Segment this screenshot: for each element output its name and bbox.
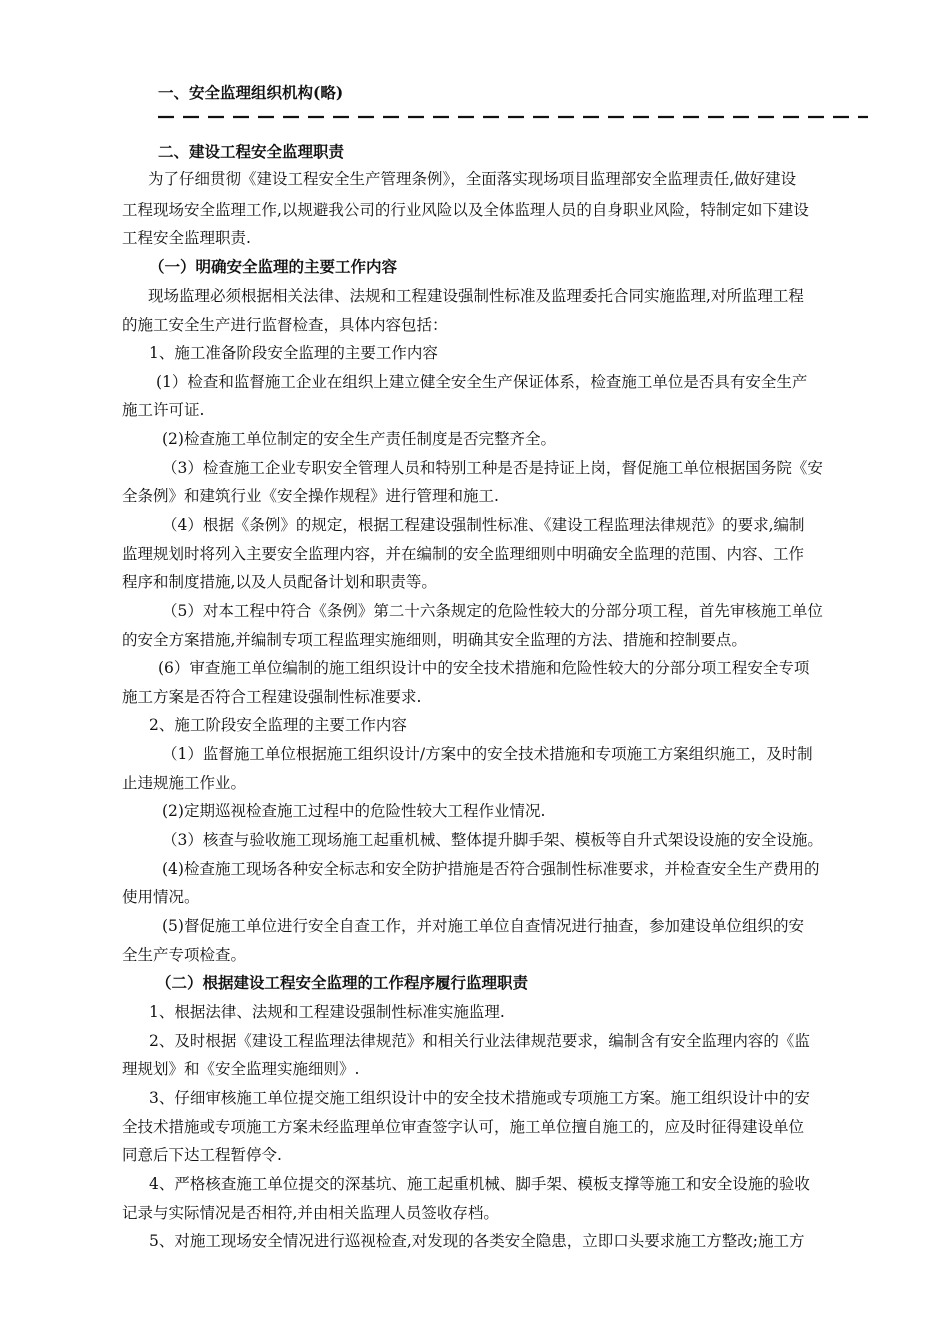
paragraph-line: 工程安全监理职责.	[122, 229, 251, 247]
section-heading-2: 二、建设工程安全监理职责	[158, 142, 345, 161]
paragraph-line: 同意后下达工程暂停令.	[122, 1146, 282, 1164]
section-heading-1: 一、安全监理组织机构(略)	[158, 83, 344, 102]
paragraph-line: 3、仔细审核施工单位提交施工组织设计中的安全技术措施或专项施工方案。施工组织设计中的安	[149, 1089, 810, 1107]
paragraph-line: 施工许可证.	[122, 401, 205, 419]
paragraph-line: （5）对本工程中符合《条例》第二十六条规定的危险性较大的分部分项工程，首先审核施工单位	[162, 602, 823, 620]
subsection-heading: （二）根据建设工程安全监理的工作程序履行监理职责	[156, 973, 529, 992]
paragraph-line: 1、施工准备阶段安全监理的主要工作内容	[149, 344, 438, 362]
paragraph-line: 2、施工阶段安全监理的主要工作内容	[149, 716, 407, 734]
paragraph-line: 1、根据法律、法规和工程建设强制性标准实施监理.	[149, 1003, 505, 1021]
paragraph-line: （1）监督施工单位根据施工组织设计/方案中的安全技术措施和专项施工方案组织施工，及时制	[162, 745, 813, 763]
paragraph-line: (1）检查和监督施工企业在组织上建立健全安全生产保证体系，检查施工单位是否具有安全生产	[156, 373, 808, 391]
paragraph-line: 的施工安全生产进行监督检查，具体内容包括：	[122, 316, 448, 334]
paragraph-line: (2)定期巡视检查施工过程中的危险性较大工程作业情况.	[162, 802, 546, 820]
paragraph-line: 理规划》和《安全监理实施细则》.	[122, 1060, 360, 1078]
paragraph-line: (6）审查施工单位编制的施工组织设计中的安全技术措施和危险性较大的分部分项工程安全专项	[158, 659, 810, 677]
paragraph-line: 程序和制度措施,以及人员配备计划和职责等。	[122, 573, 437, 591]
paragraph-line: 止违规施工作业。	[122, 774, 247, 792]
paragraph-line: （3）检查施工企业专职安全管理人员和特别工种是否是持证上岗，督促施工单位根据国务院《安	[162, 459, 823, 477]
paragraph-line: (5)督促施工单位进行安全自查工作，并对施工单位自查情况进行抽查，参加建设单位组织的安	[162, 917, 804, 935]
paragraph-line: （3）核查与验收施工现场施工起重机械、整体提升脚手架、模板等自升式架设设施的安全设施。	[162, 831, 823, 849]
paragraph-line: 工程现场安全监理工作,以规避我公司的行业风险以及全体监理人员的自身职业风险，特制定如下建设	[122, 201, 809, 219]
paragraph-line: (2)检查施工单位制定的安全生产责任制度是否完整齐全。	[162, 430, 556, 448]
dashed-separator	[158, 110, 868, 124]
paragraph-line: 使用情况。	[122, 888, 200, 906]
paragraph-line: 全条例》和建筑行业《安全操作规程》进行管理和施工.	[122, 487, 499, 505]
paragraph-line: 监理规划时将列入主要安全监理内容，并在编制的安全监理细则中明确安全监理的范围、内容、工作	[122, 545, 805, 563]
paragraph-line: (4)检查施工现场各种安全标志和安全防护措施是否符合强制性标准要求，并检查安全生产费用的	[162, 860, 820, 878]
paragraph-line: 施工方案是否符合工程建设强制性标准要求.	[122, 688, 422, 706]
paragraph-line: 记录与实际情况是否相符,并由相关监理人员签收存档。	[122, 1204, 499, 1222]
paragraph-line: 5、对施工现场安全情况进行巡视检查,对发现的各类安全隐患，立即口头要求施工方整改;施工方	[149, 1232, 805, 1250]
paragraph-line: 全生产专项检查。	[122, 946, 247, 964]
paragraph-line: 的安全方案措施,并编制专项工程监理实施细则，明确其安全监理的方法、措施和控制要点。	[122, 631, 747, 649]
subsection-heading: （一）明确安全监理的主要工作内容	[149, 257, 398, 276]
paragraph-line: （4）根据《条例》的规定，根据工程建设强制性标准、《建设工程监理法律规范》的要求,编制	[162, 516, 805, 534]
paragraph-line: 为了仔细贯彻《建设工程安全生产管理条例》，全面落实现场项目监理部安全监理责任,做好建设	[148, 170, 797, 188]
paragraph-line: 4、严格核查施工单位提交的深基坑、施工起重机械、脚手架、模板支撑等施工和安全设施的验收	[149, 1175, 810, 1193]
paragraph-line: 2、及时根据《建设工程监理法律规范》和相关行业法律规范要求，编制含有安全监理内容的《监	[149, 1032, 810, 1050]
paragraph-line: 现场监理必须根据相关法律、法规和工程建设强制性标准及监理委托合同实施监理,对所监理工程	[148, 287, 804, 305]
paragraph-line: 全技术措施或专项施工方案未经监理单位审查签字认可，施工单位擅自施工的，应及时征得建设单位	[122, 1118, 805, 1136]
